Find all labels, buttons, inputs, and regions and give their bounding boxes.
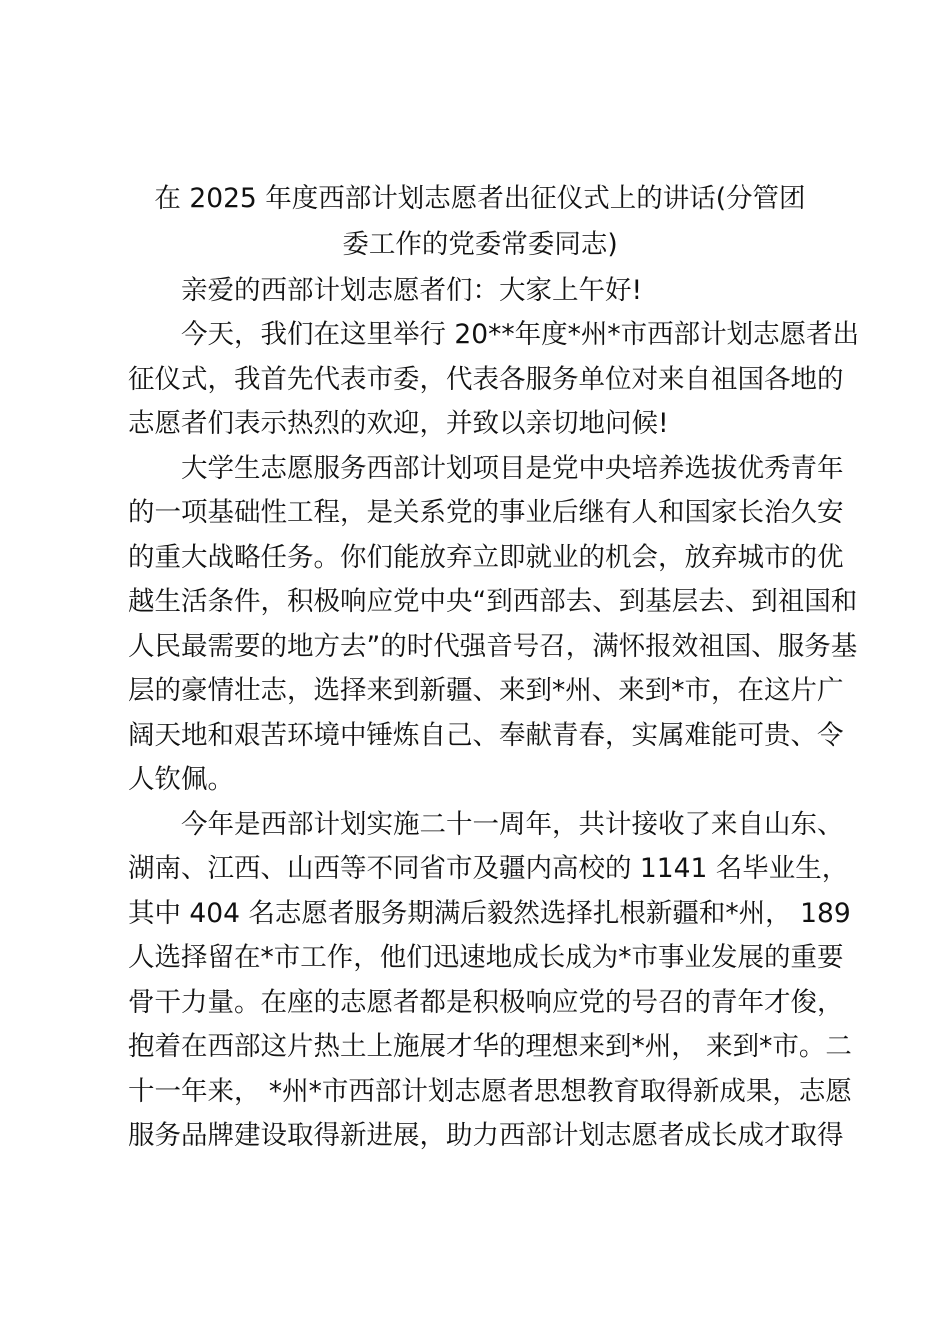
paragraph-anniversary	[128, 803, 852, 1159]
text-line: 越生活条件，积极响应党中央“到西部去、到基层去、到祖国和	[128, 586, 858, 617]
text-line: 今天，我们在这里举行 20**年度*州*市西部计划志愿者出	[181, 319, 860, 350]
text-line: 志愿者们表示热烈的欢迎，并致以亲切地问候!	[128, 408, 669, 439]
text-line: 抱着在西部这片热土上施展才华的理想来到*州， 来到*市。二	[128, 1031, 852, 1062]
text-line: 人钦佩。	[128, 764, 234, 795]
text-line: 十一年来， *州*市西部计划志愿者思想教育取得新成果，志愿	[128, 1075, 852, 1107]
text-line: 征仪式，我首先代表市委，代表各服务单位对来自祖国各地的	[128, 363, 844, 395]
paragraph-welcome	[128, 313, 860, 447]
text-line: 湖南、江西、山西等不同省市及疆内高校的 1141 名毕业生，	[128, 853, 849, 884]
text-line: 的重大战略任务。你们能放弃立即就业的机会，放弃城市的优	[128, 541, 844, 573]
text-line: 的一项基础性工程，是关系党的事业后继有人和国家长治久安	[128, 497, 844, 528]
text-line: 大学生志愿服务西部计划项目是党中央培养选拔优秀青年	[181, 452, 844, 484]
text-line: 其中 404 名志愿者服务期满后毅然选择扎根新疆和*州， 189	[128, 897, 851, 929]
text-line: 层的豪情壮志，选择来到新疆、来到*州、来到*市，在这片广	[128, 675, 844, 706]
document-title	[128, 176, 832, 268]
text-line: 人选择留在*市工作，他们迅速地成长成为*市事业发展的重要	[128, 942, 844, 973]
text-line: 阔天地和艰苦环境中锤炼自己、奉献青春，实属难能可贵、令	[128, 719, 844, 751]
text-line: 服务品牌建设取得新进展，助力西部计划志愿者成长成才取得	[128, 1120, 844, 1151]
document-page	[128, 176, 860, 1159]
paragraph-program	[128, 447, 858, 803]
greeting: 亲爱的西部计划志愿者们：大家上午好!	[181, 275, 643, 306]
title-line: 委工作的党委常委同志)	[342, 229, 618, 260]
text-line: 今年是西部计划实施二十一周年，共计接收了来自山东、	[181, 808, 844, 840]
text-line: 人民最需要的地方去”的时代强音号召，满怀报效祖国、服务基	[128, 630, 858, 662]
title-line: 在 2025 年度西部计划志愿者出征仪式上的讲话(分管团	[154, 183, 806, 214]
text-line: 骨干力量。在座的志愿者都是积极响应党的号召的青年才俊，	[128, 986, 844, 1018]
